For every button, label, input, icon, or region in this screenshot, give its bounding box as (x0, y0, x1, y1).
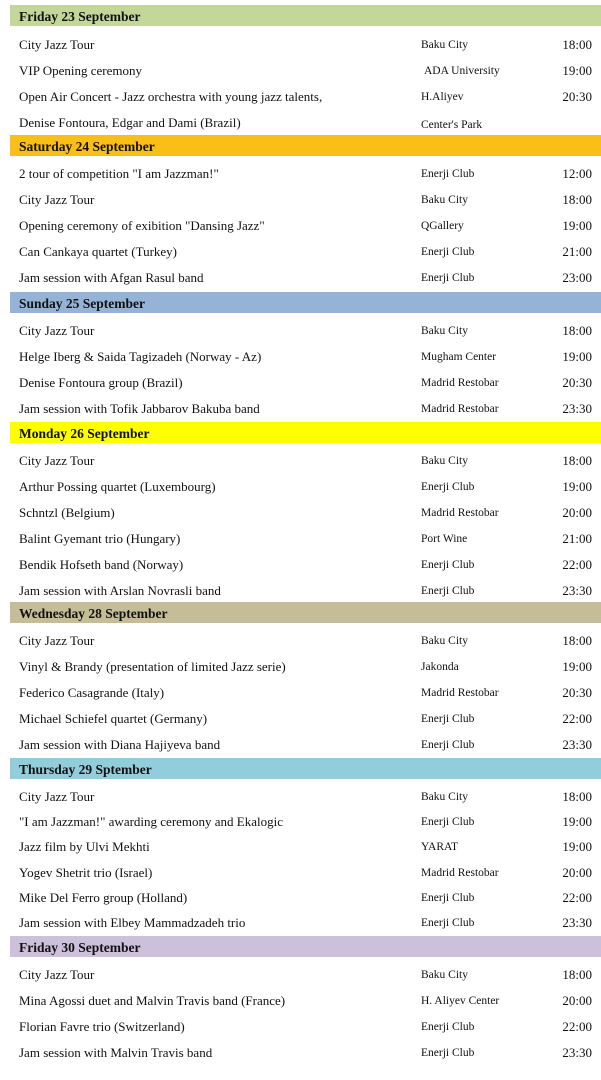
event-time: 23:30 (562, 915, 592, 930)
event-title: Yogev Shetrit trio (Israel) (19, 864, 153, 880)
day-header (10, 135, 601, 156)
event-time: 23:30 (562, 737, 592, 752)
event-time: 22:00 (562, 711, 592, 726)
event-time: 19:00 (562, 63, 592, 78)
event-time: 23:30 (562, 583, 592, 598)
event-title: Vinyl & Brandy (presentation of limited Jazz serie) (19, 659, 286, 674)
event-title: City Jazz Tour (19, 633, 95, 648)
event-row (0, 500, 601, 526)
event-time: 20:00 (562, 864, 592, 880)
event-row (0, 187, 601, 213)
event-time: 18:00 (562, 453, 592, 468)
day-header-label: Monday 26 September (19, 426, 150, 441)
event-time: 18:00 (562, 37, 592, 52)
day-header (10, 936, 601, 957)
event-time: 18:00 (562, 633, 592, 648)
event-title: Federico Casagrande (Italy) (19, 685, 165, 700)
event-time: 18:00 (562, 192, 592, 207)
event-venue: Baku City (421, 455, 468, 467)
event-title: Mike Del Ferro group (Holland) (19, 889, 188, 905)
event-title: Jam session with Diana Hajiyeva band (19, 737, 221, 752)
event-venue: Enerji Club (421, 1047, 475, 1059)
event-row (0, 628, 601, 654)
event-venue: Baku City (421, 39, 468, 51)
event-title: Balint Gyemant trio (Hungary) (19, 531, 181, 546)
event-row (0, 910, 601, 936)
event-venue: Baku City (421, 635, 468, 647)
event-venue: Madrid Restobar (421, 507, 499, 519)
event-title: Mina Agossi duet and Malvin Travis band (France) (19, 993, 286, 1008)
event-venue: Enerji Club (421, 168, 475, 180)
event-venue: Baku City (421, 194, 468, 206)
event-time: 21:00 (562, 244, 592, 259)
event-row (0, 239, 601, 265)
event-venue: Enerji Club (421, 585, 475, 597)
event-row (0, 680, 601, 706)
event-title: Jam session with Elbey Mammadzadeh trio (19, 915, 246, 930)
event-row (0, 370, 601, 396)
event-time: 18:00 (562, 323, 592, 338)
event-title: Opening ceremony of exibition "Dansing Jazz" (19, 218, 265, 233)
event-venue: Baku City (421, 791, 468, 803)
event-row (0, 396, 601, 422)
event-venue: Madrid Restobar (421, 403, 499, 415)
event-title: City Jazz Tour (19, 967, 95, 982)
event-venue: Enerji Club (421, 891, 475, 904)
event-venue: Enerji Club (421, 559, 475, 571)
event-time: 22:00 (562, 889, 592, 905)
event-title: City Jazz Tour (19, 453, 95, 468)
event-time: 20:00 (562, 505, 592, 520)
event-time: 22:00 (562, 557, 592, 572)
event-title: Jam session with Malvin Travis band (19, 1045, 213, 1060)
event-venue: YARAT (421, 841, 459, 854)
event-time: 12:00 (562, 166, 592, 181)
event-row (0, 1014, 601, 1040)
event-venue: Jakonda (421, 661, 459, 673)
event-title: Jam session with Tofik Jabbarov Bakuba band (19, 401, 260, 416)
event-time: 23:00 (562, 270, 592, 285)
event-time: 20:30 (562, 375, 592, 390)
event-row (0, 988, 601, 1014)
event-row (0, 732, 601, 758)
event-row (0, 526, 601, 552)
event-title: Denise Fontoura group (Brazil) (19, 375, 183, 390)
day-header (10, 758, 601, 779)
event-venue: Baku City (421, 969, 468, 981)
day-header-label: Saturday 24 September (19, 139, 155, 154)
event-venue: Enerji Club (421, 713, 475, 725)
event-time: 19:00 (562, 659, 592, 674)
day-header (10, 5, 601, 26)
event-venue: Baku City (421, 325, 468, 337)
event-venue: QGallery (421, 220, 464, 232)
event-venue: Enerji Club (421, 917, 475, 929)
event-title: City Jazz Tour (19, 323, 95, 338)
event-title: 2 tour of competition "I am Jazzman!" (19, 166, 219, 181)
day-header-label: Sunday 25 September (19, 296, 146, 311)
event-venue: Enerji Club (421, 481, 475, 493)
day-header-label: Wednesday 28 September (19, 606, 168, 621)
event-row (0, 1040, 601, 1066)
event-venue: ADA University (424, 65, 500, 77)
event-time: 18:00 (562, 789, 592, 804)
event-time: 18:00 (562, 967, 592, 982)
event-title: Florian Favre trio (Switzerland) (19, 1019, 185, 1034)
event-time: 20:00 (562, 993, 592, 1008)
event-time: 22:00 (562, 1019, 592, 1034)
event-title: Denise Fontoura, Edgar and Dami (Brazil) (19, 115, 241, 130)
event-time: 20:30 (562, 685, 592, 700)
event-title: Jam session with Arslan Novrasli band (19, 583, 221, 598)
event-time: 19:00 (562, 479, 592, 494)
event-title: Schntzl (Belgium) (19, 505, 115, 520)
event-time: 19:00 (562, 839, 592, 855)
event-row (0, 860, 601, 886)
event-row (0, 578, 601, 604)
event-time: 19:00 (562, 218, 592, 233)
event-row (0, 809, 601, 835)
event-row (0, 885, 601, 911)
event-title: City Jazz Tour (19, 37, 95, 52)
event-title: VIP Opening ceremony (19, 63, 142, 78)
event-row (0, 318, 601, 344)
event-row (0, 474, 601, 500)
event-time: 20:30 (562, 89, 592, 104)
event-row (0, 784, 601, 810)
event-row (0, 110, 601, 136)
event-row (0, 265, 601, 291)
event-row (0, 344, 601, 370)
event-title: Jam session with Afgan Rasul band (19, 270, 204, 285)
day-header-label: Friday 30 September (19, 940, 141, 955)
day-header-label: Friday 23 September (19, 9, 141, 24)
event-venue: Madrid Restobar (421, 866, 499, 879)
event-time: 21:00 (562, 531, 592, 546)
event-row (0, 84, 601, 110)
event-venue: Port Wine (421, 533, 468, 545)
event-row (0, 448, 601, 474)
event-title: Arthur Possing quartet (Luxembourg) (19, 479, 216, 494)
event-venue: Enerji Club (421, 739, 475, 751)
event-venue: Madrid Restobar (421, 377, 499, 389)
day-header (10, 422, 601, 443)
event-venue: Mugham Center (421, 351, 497, 363)
event-title: Can Cankaya quartet (Turkey) (19, 244, 178, 259)
event-time: 23:30 (562, 401, 592, 416)
event-title: City Jazz Tour (19, 192, 95, 207)
event-venue: Enerji Club (421, 272, 475, 284)
event-title: City Jazz Tour (19, 789, 95, 804)
event-row (0, 32, 601, 58)
event-venue: Madrid Restobar (421, 687, 499, 699)
event-title: "I am Jazzman!" awarding ceremony and Ekalogic (19, 814, 283, 830)
day-header (10, 292, 601, 313)
event-time: 19:00 (562, 349, 592, 364)
event-title: Jazz film by Ulvi Mekhti (19, 839, 150, 855)
event-row (0, 552, 601, 578)
event-title: Open Air Concert - Jazz orchestra with young jazz talents, (19, 89, 323, 104)
event-row (0, 213, 601, 239)
event-venue: Enerji Club (421, 246, 475, 258)
event-title: Helge Iberg & Saida Tagizadeh (Norway - Az) (19, 349, 262, 364)
event-time: 23:30 (562, 1045, 592, 1060)
event-venue: Enerji Club (421, 816, 475, 829)
event-venue: Center's Park (421, 119, 483, 131)
event-row (0, 706, 601, 732)
event-row (0, 834, 601, 860)
event-venue: H.Aliyev (421, 91, 464, 103)
event-time: 19:00 (562, 814, 592, 830)
event-row (0, 654, 601, 680)
event-row (0, 962, 601, 988)
event-title: Michael Schiefel quartet (Germany) (19, 711, 208, 726)
event-title: Bendik Hofseth band (Norway) (19, 557, 184, 572)
event-row (0, 161, 601, 187)
day-header-label: Thursday 29 Sptember (19, 762, 152, 777)
event-row (0, 58, 601, 84)
event-venue: H. Aliyev Center (421, 995, 500, 1007)
day-header (10, 602, 601, 623)
event-venue: Enerji Club (421, 1021, 475, 1033)
